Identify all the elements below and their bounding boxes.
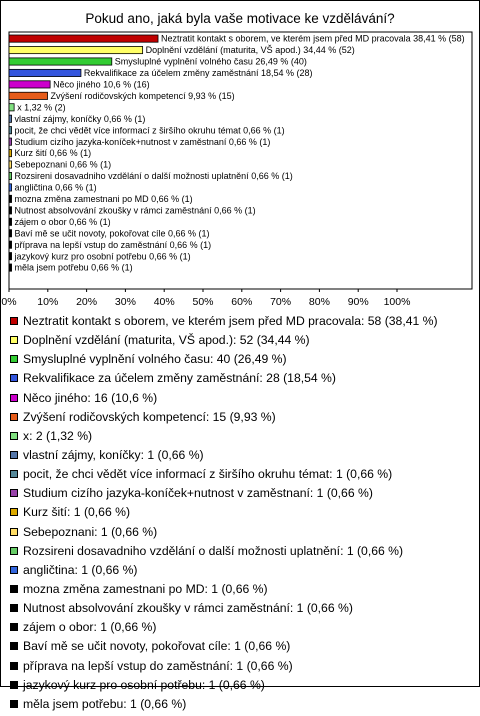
x-tick-label-7: 70% xyxy=(270,296,292,308)
bar-label-13: angličtina 0,66 % (1) xyxy=(14,182,97,193)
legend-label-3: Rekvalifikace za účelem změny zaměstnání: 28 (18,54 %) xyxy=(23,371,336,386)
bar-2 xyxy=(9,58,112,65)
bar-15 xyxy=(9,207,12,214)
bar-18 xyxy=(9,241,12,248)
x-tick-label-8: 80% xyxy=(308,296,330,308)
legend-swatch-0 xyxy=(10,317,18,325)
bar-0 xyxy=(9,35,158,42)
legend-label-16: zájem o obor: 1 (0,66 %) xyxy=(23,620,157,635)
legend-item-5 xyxy=(10,410,472,425)
legend-label-6: x: 2 (1,32 %) xyxy=(23,428,93,443)
bar-13 xyxy=(9,184,12,191)
legend-label-14: mozna změna zamestnani po MD: 1 (0,66 %) xyxy=(23,581,268,596)
legend-item-16 xyxy=(10,620,472,635)
bar-label-7: vlastní zájmy, koníčky 0,66 % (1) xyxy=(14,113,146,124)
bar-8 xyxy=(9,127,12,134)
legend-swatch-3 xyxy=(10,374,18,382)
bar-label-11: Sebepoznani 0,66 % (1) xyxy=(14,159,112,170)
legend-swatch-8 xyxy=(10,470,18,478)
bar-label-2: Smysluplné vyplnění volného času 26,49 % (40) xyxy=(114,56,307,67)
bar-label-12: Rozsireni dosavadniho vzdělání o další možnosti uplatnění 0,66 % (1) xyxy=(14,171,293,182)
legend-label-8: pocit, že chci vědět více informací z širšího okruhu témat: 1 (0,66 %) xyxy=(23,467,393,482)
legend-item-11 xyxy=(10,525,472,540)
legend-label-18: příprava na lepší vstup do zaměstnání: 1 (0,66 %) xyxy=(23,658,293,673)
legend-item-20 xyxy=(10,697,472,712)
chart-legend xyxy=(10,314,472,716)
legend-label-7: vlastní zájmy, koníčky: 1 (0,66 %) xyxy=(23,447,204,462)
legend-swatch-5 xyxy=(10,413,18,421)
legend-label-10: Kurz šití: 1 (0,66 %) xyxy=(23,505,131,520)
x-tick-label-6: 60% xyxy=(231,296,253,308)
legend-label-11: Sebepoznani: 1 (0,66 %) xyxy=(23,524,158,539)
legend-swatch-9 xyxy=(10,489,18,497)
legend-item-8 xyxy=(10,467,472,482)
legend-swatch-15 xyxy=(10,604,18,612)
legend-label-15: Nutnost absolvování zkoušky v rámci zaměstnání: 1 (0,66 %) xyxy=(23,601,353,616)
bar-label-19: jazykový kurz pro osobní potřebu 0,66 % (1) xyxy=(14,251,191,262)
bar-19 xyxy=(9,253,12,260)
bar-label-16: zájem o obor 0,66 % (1) xyxy=(14,216,111,227)
bar-label-15: Nutnost absolvování zkoušky v rámci zaměstnání 0,66 % (1) xyxy=(14,205,256,216)
bar-label-18: příprava na lepší vstup do zaměstnání 0,66 % (1) xyxy=(14,239,212,250)
bar-11 xyxy=(9,161,12,168)
legend-label-17: Baví mě se učit novoty, pokořovat cíle: 1 (0,66 %) xyxy=(23,639,291,654)
legend-swatch-11 xyxy=(10,528,18,536)
bar-chart-plot xyxy=(1,1,479,311)
legend-item-17 xyxy=(10,639,472,654)
x-tick-label-9: 90% xyxy=(347,296,369,308)
legend-item-9 xyxy=(10,486,472,501)
bar-17 xyxy=(9,230,12,237)
bar-12 xyxy=(9,172,12,179)
x-tick-label-10: 100% xyxy=(383,296,411,308)
legend-item-14 xyxy=(10,582,472,597)
legend-swatch-14 xyxy=(10,585,18,593)
bar-label-8: pocit, že chci vědět více informací z širšího okruhu témat 0,66 % (1) xyxy=(14,125,285,136)
chart-title: Pokud ano, jaká byla vaše motivace ke vzdělávání? xyxy=(85,11,395,26)
legend-swatch-20 xyxy=(10,700,18,708)
legend-swatch-10 xyxy=(10,508,18,516)
legend-label-5: Zvýšení rodičovských kompetencí: 15 (9,93 %) xyxy=(23,409,276,424)
legend-swatch-6 xyxy=(10,432,18,440)
legend-item-15 xyxy=(10,601,472,616)
legend-swatch-12 xyxy=(10,547,18,555)
bar-label-1: Doplnění vzdělání (maturita, VŠ apod.) 34,44 % (52) xyxy=(145,45,355,56)
legend-item-7 xyxy=(10,448,472,463)
bar-label-3: Rekvalifikace za účelem změny zaměstnání 18,54 % (28) xyxy=(83,68,313,79)
legend-label-19: jazykový kurz pro osobní potřebu: 1 (0,66 %) xyxy=(23,677,265,692)
x-tick-label-2: 20% xyxy=(76,296,98,308)
legend-swatch-7 xyxy=(10,451,18,459)
legend-swatch-13 xyxy=(10,566,18,574)
legend-swatch-16 xyxy=(10,623,18,631)
bar-label-14: mozna změna zamestnani po MD 0,66 % (1) xyxy=(14,194,193,204)
bar-3 xyxy=(9,69,81,76)
legend-item-12 xyxy=(10,544,472,559)
legend-label-4: Něco jiného: 16 (10,6 %) xyxy=(23,390,158,405)
bar-10 xyxy=(9,150,12,157)
legend-item-0 xyxy=(10,314,472,329)
bar-20 xyxy=(9,264,12,271)
legend-item-19 xyxy=(10,678,472,693)
bar-label-0: Neztratit kontakt s oborem, ve kterém jsem před MD pracovala 38,41 % (58) xyxy=(161,33,465,44)
bar-1 xyxy=(9,46,143,53)
legend-label-1: Doplnění vzdělání (maturita, VŠ apod.): 52 (34,44 %) xyxy=(23,333,310,348)
legend-swatch-19 xyxy=(10,681,18,689)
legend-label-12: Rozsireni dosavadniho vzdělání o další možnosti uplatnění: 1 (0,66 %) xyxy=(23,543,404,558)
bar-7 xyxy=(9,115,12,122)
bar-label-20: měla jsem potřebu 0,66 % (1) xyxy=(14,262,133,273)
x-tick-label-3: 30% xyxy=(114,296,136,308)
legend-item-1 xyxy=(10,333,472,348)
x-tick-label-0: 0% xyxy=(1,296,17,308)
legend-label-2: Smysluplné vyplnění volného času: 40 (26,49 %) xyxy=(23,352,287,367)
bar-label-6: x 1,32 % (2) xyxy=(17,102,66,113)
x-tick-label-1: 10% xyxy=(37,296,59,308)
x-tick-label-4: 40% xyxy=(153,296,175,308)
bar-5 xyxy=(9,92,48,99)
bar-6 xyxy=(9,104,14,111)
legend-label-0: Neztratit kontakt s oborem, ve kterém jsem před MD pracovala: 58 (38,41 %) xyxy=(23,314,438,328)
legend-item-4 xyxy=(10,391,472,406)
legend-swatch-1 xyxy=(10,336,18,344)
bar-label-9: Studium cizího jazyka-koníček+nutnost v zaměstnaní 0,66 % (1) xyxy=(14,136,271,147)
legend-label-20: měla jsem potřebu: 1 (0,66 %) xyxy=(23,696,187,711)
legend-item-3 xyxy=(10,371,472,386)
legend-swatch-17 xyxy=(10,642,18,650)
bar-label-5: Zvýšení rodičovských kompetencí 9,93 % (15) xyxy=(50,90,235,101)
legend-swatch-2 xyxy=(10,355,18,363)
bar-label-17: Baví mě se učit novoty, pokořovat cíle 0,66 % (1) xyxy=(14,228,210,239)
legend-item-10 xyxy=(10,505,472,520)
legend-item-2 xyxy=(10,352,472,367)
legend-swatch-18 xyxy=(10,662,18,670)
bar-9 xyxy=(9,138,12,145)
bar-label-10: Kurz šití 0,66 % (1) xyxy=(14,148,92,159)
bar-16 xyxy=(9,218,12,225)
legend-item-6 xyxy=(10,429,472,444)
bar-label-4: Něco jiného 10,6 % (16) xyxy=(53,79,150,90)
x-tick-label-5: 50% xyxy=(192,296,214,308)
legend-label-9: Studium cizího jazyka-koníček+nutnost v zaměstnaní: 1 (0,66 %) xyxy=(23,486,373,501)
bar-14 xyxy=(9,195,12,202)
legend-label-13: angličtina: 1 (0,66 %) xyxy=(23,562,138,577)
legend-swatch-4 xyxy=(10,394,18,402)
bar-4 xyxy=(9,81,50,88)
legend-item-18 xyxy=(10,659,472,674)
legend-item-13 xyxy=(10,563,472,578)
